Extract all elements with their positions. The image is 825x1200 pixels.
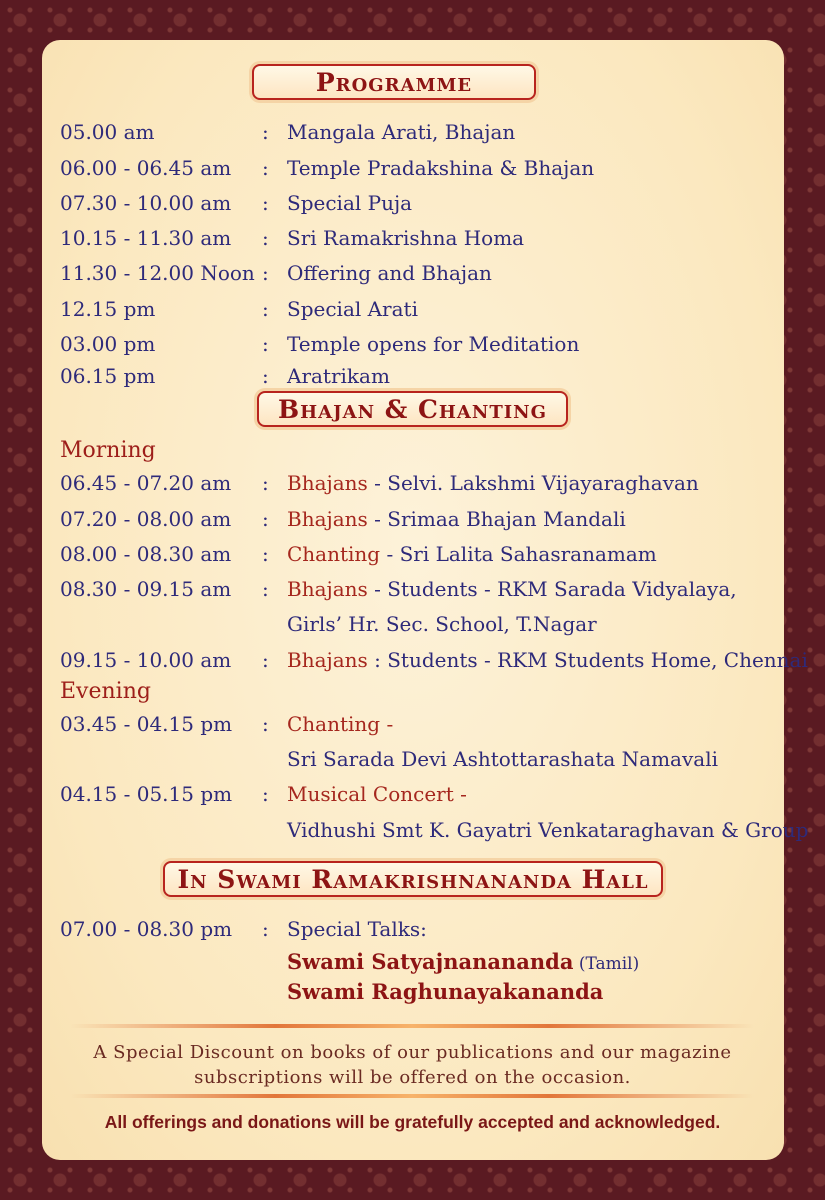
row-desc: Aratrikam <box>287 364 390 388</box>
row-desc: - Selvi. Lakshmi Vijayaraghavan <box>367 471 699 495</box>
divider-bottom <box>70 1094 754 1098</box>
divider-top <box>70 1024 754 1028</box>
row-desc: Special Puja <box>287 191 413 215</box>
row-colon: : <box>262 156 269 180</box>
row-colon: : <box>262 507 269 531</box>
row-time: 11.30 - 12.00 Noon <box>60 261 255 285</box>
row-desc: Offering and Bhajan <box>287 261 492 285</box>
row-time: 08.30 - 09.15 am <box>60 577 232 601</box>
row-time: 09.15 - 10.00 am <box>60 648 232 672</box>
row-kind: Bhajans <box>287 577 368 601</box>
row-colon: : <box>262 332 269 356</box>
row-colon: : <box>262 364 269 388</box>
row-time: 06.45 - 07.20 am <box>60 471 232 495</box>
row-kind: Bhajans <box>287 507 368 531</box>
row-time: 05.00 am <box>60 120 155 144</box>
row-kind: Bhajans <box>287 471 368 495</box>
row-desc: Sri Ramakrishna Homa <box>287 226 525 250</box>
row-desc: Temple opens for Meditation <box>287 332 580 356</box>
row-colon: : <box>262 261 269 285</box>
row-colon: : <box>262 297 269 321</box>
offerings-note: All offerings and donations will be gratefully accepted and acknowledged. <box>104 1112 721 1132</box>
row-dash: - <box>380 712 394 736</box>
row-colon: : <box>262 917 269 941</box>
row-colon: : <box>262 542 269 566</box>
row-time: 06.00 - 06.45 am <box>60 156 232 180</box>
row-desc: - Students - RKM Sarada Vidyalaya, <box>367 577 737 601</box>
row-colon: : <box>262 712 269 736</box>
row-desc: Mangala Arati, Bhajan <box>287 120 516 144</box>
row-time: 04.15 - 05.15 pm <box>60 782 233 806</box>
row-time: 10.15 - 11.30 am <box>60 226 232 250</box>
row-time: 07.00 - 08.30 pm <box>60 917 233 941</box>
evening-label: Evening <box>60 679 151 704</box>
row-time: 07.20 - 08.00 am <box>60 507 232 531</box>
notice-line-2: subscriptions will be offered on the occasion. <box>194 1067 631 1088</box>
row-time: 12.15 pm <box>60 297 156 321</box>
row-time: 03.00 pm <box>60 332 156 356</box>
row-colon: : <box>262 577 269 601</box>
row-kind: Chanting <box>287 712 381 736</box>
hall-title: In Swami Ramakrishnananda Hall <box>177 864 649 894</box>
row-kind: Chanting <box>287 542 381 566</box>
row-desc-continued: Sri Sarada Devi Ashtottarashata Namavali <box>287 747 718 771</box>
row-desc-continued: Girls’ Hr. Sec. School, T.Nagar <box>287 612 597 636</box>
row-kind: Musical Concert <box>287 782 454 806</box>
programme-banner <box>252 64 536 100</box>
programme-title: Programme <box>315 67 473 97</box>
hall-banner <box>163 861 663 897</box>
row-desc: : Students - RKM Students Home, Chennai <box>367 648 808 672</box>
row-desc: - Srimaa Bhajan Mandali <box>367 507 626 531</box>
row-colon: : <box>262 226 269 250</box>
row-time: 07.30 - 10.00 am <box>60 191 232 215</box>
row-colon: : <box>262 120 269 144</box>
row-desc: Temple Pradakshina & Bhajan <box>287 156 595 180</box>
speaker-name: Swami Raghunayakananda <box>287 979 604 1004</box>
row-colon: : <box>262 648 269 672</box>
bhajan-banner <box>257 391 568 427</box>
row-desc-continued: Vidhushi Smt K. Gayatri Venkataraghavan & Group <box>287 818 809 842</box>
row-kind: Bhajans <box>287 648 368 672</box>
morning-label: Morning <box>60 438 156 463</box>
row-desc: Special Arati <box>287 297 418 321</box>
discount-notice <box>0 1040 825 1090</box>
notice-line-1: A Special Discount on books of our publications and our magazine <box>93 1042 732 1063</box>
speaker-name: Swami Satyajnanananda <box>287 949 574 974</box>
row-desc: - Sri Lalita Sahasranamam <box>380 542 657 566</box>
speaker-language: (Tamil) <box>573 954 640 974</box>
row-dash: - <box>453 782 467 806</box>
row-colon: : <box>262 191 269 215</box>
bhajan-title: Bhajan & Chanting <box>278 394 547 424</box>
row-colon: : <box>262 471 269 495</box>
row-time: 03.45 - 04.15 pm <box>60 712 233 736</box>
row-time: 06.15 pm <box>60 364 156 388</box>
row-colon: : <box>262 782 269 806</box>
row-desc: Special Talks: <box>287 917 427 941</box>
row-time: 08.00 - 08.30 am <box>60 542 232 566</box>
